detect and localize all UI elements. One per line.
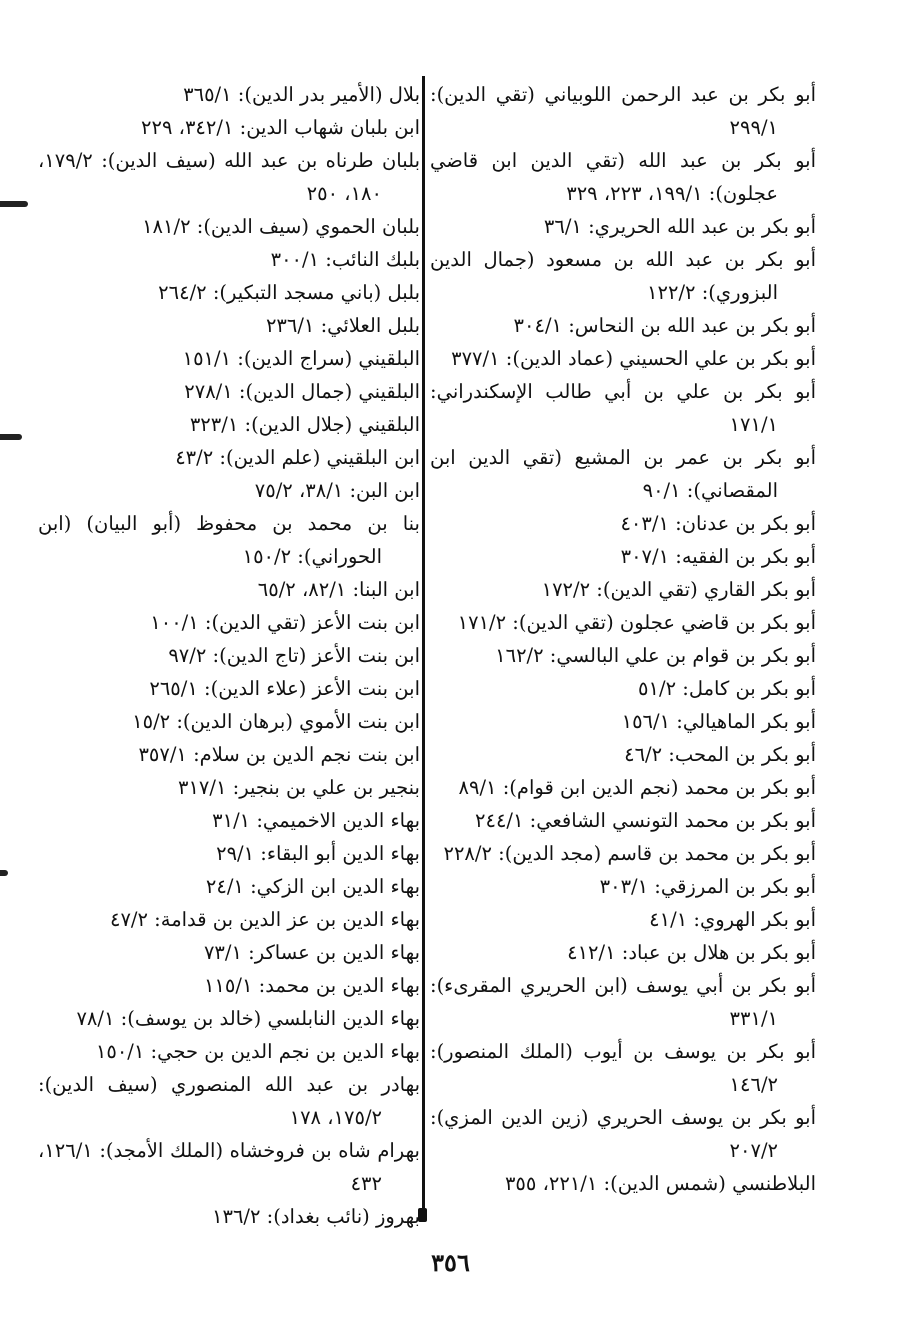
index-entry: بهاء الدين ابن الزكي: ٢٤/١ [205, 875, 420, 898]
index-entry: أبو بكر بن كامل: ٥١/٢ [638, 677, 816, 700]
index-entry: أبو بكر بن محمد التونسي الشافعي: ٢٤٤/١ [475, 809, 816, 832]
index-entry: ابن بنت نجم الدين بن سلام: ٣٥٧/١ [138, 743, 420, 766]
index-entry: بهاء الدين بن نجم الدين بن حجي: ١٥٠/١ [95, 1040, 420, 1063]
index-entry: ابن البلقيني (علم الدين): ٤٣/٢ [175, 446, 420, 469]
index-entry: بهاء الدين بن محمد: ١١٥/١ [203, 974, 420, 997]
index-entry: بهاء الدين الاخميمي: ٣١/١ [212, 809, 420, 832]
index-entry: بلبل العلائي: ٢٣٦/١ [265, 314, 420, 337]
index-entry: ابن بنت الأعز (علاء الدين): ٢٦٥/١ [149, 677, 420, 700]
index-entry: بنا بن محمد بن محفوظ (أبو البيان) (ابن الحوراني): ١٥٠/٢ [38, 512, 420, 568]
index-entry: أبو بكر بن قوام بن علي البالسي: ١٦٢/٢ [495, 644, 816, 667]
scan-margin-mark [0, 434, 22, 440]
index-entry: أبو بكر الماهيالي: ١٥٦/١ [621, 710, 816, 733]
index-entry: بنجير بن علي بن بنجير: ٣١٧/١ [177, 776, 420, 799]
index-entry: أبو بكر بن المحب: ٤٦/٢ [624, 743, 816, 766]
index-entry: أبو بكر بن عبد الرحمن اللوبياني (تقي الدين): ٢٩٩/١ [430, 83, 816, 139]
index-entry: ابن بلبان شهاب الدين: ٣٤٢/١، ٢٢٩ [141, 116, 420, 139]
index-entry: أبو بكر بن عدنان: ٤٠٣/١ [620, 512, 816, 535]
index-entry: البلقيني (جمال الدين): ٢٧٨/١ [184, 380, 420, 403]
index-entry: بهاء الدين النابلسي (خالد بن يوسف): ٧٨/١ [76, 1007, 420, 1030]
index-entry: أبو بكر بن محمد بن قاسم (مجد الدين): ٢٢٨/٢ [443, 842, 816, 865]
index-column-left [38, 78, 420, 1233]
index-entry: بهروز (نائب بغداد): ١٣٦/٢ [212, 1205, 420, 1228]
index-entry: أبو بكر بن عبد الله (تقي الدين ابن قاضي عجلون): ١٩٩/١، ٢٢٣، ٣٢٩ [430, 149, 816, 205]
index-entry: أبو بكر بن هلال بن عباد: ٤١٢/١ [567, 941, 816, 964]
index-entry: بلال (الأمير بدر الدين): ٣٦٥/١ [183, 83, 420, 106]
index-entry: أبو بكر بن أبي يوسف (ابن الحريري المقرىء): ٣٣١/١ [430, 974, 816, 1030]
index-entry: بهاء الدين بن عز الدين بن قدامة: ٤٧/٢ [109, 908, 420, 931]
index-entry: أبو بكر الهروي: ٤١/١ [649, 908, 816, 931]
index-entry: أبو بكر بن علي الحسيني (عماد الدين): ٣٧٧/١ [451, 347, 816, 370]
index-entry: ابن بنت الأعز (تقي الدين): ١٠٠/١ [150, 611, 420, 634]
index-entry: ابن بنت الأعز (تاج الدين): ٩٧/٢ [168, 644, 420, 667]
index-entry: البلقيني (سراج الدين): ١٥١/١ [182, 347, 420, 370]
index-entry: أبو بكر القاري (تقي الدين): ١٧٢/٢ [541, 578, 816, 601]
index-entry: بهاء الدين بن عساكر: ٧٣/١ [203, 941, 420, 964]
index-entry: ابن البن: ٣٨/١، ٧٥/٢ [254, 479, 420, 502]
index-entry: بلبان الحموي (سيف الدين): ١٨١/٢ [142, 215, 420, 238]
index-entry: أبو بكر بن عمر بن المشيع (تقي الدين ابن المقصاني): ٩٠/١ [430, 446, 816, 502]
index-entry: ابن البنا: ٨٢/١، ٦٥/٢ [257, 578, 420, 601]
index-entry: أبو بكر بن يوسف الحريري (زين الدين المزي): ٢٠٧/٢ [430, 1106, 816, 1162]
index-entry: البلاطنسي (شمس الدين): ٢٢١/١، ٣٥٥ [504, 1172, 816, 1195]
index-column-right [430, 78, 816, 1200]
index-entry: بلبك النائب: ٣٠٠/١ [270, 248, 420, 271]
index-entry: أبو بكر بن محمد (نجم الدين ابن قوام): ٨٩/١ [458, 776, 816, 799]
index-entry: بهاء الدين أبو البقاء: ٢٩/١ [216, 842, 420, 865]
index-entry: ابن بنت الأموي (برهان الدين): ١٥/٢ [132, 710, 420, 733]
index-entry: أبو بكر بن عبد الله بن مسعود (جمال الدين البزوري): ١٢٢/٢ [430, 248, 816, 304]
scan-margin-mark [0, 870, 8, 876]
index-entry: أبو بكر بن عبد الله بن النحاس: ٣٠٤/١ [513, 314, 816, 337]
index-entry: بلبل (باني مسجد التبكير): ٢٦٤/٢ [158, 281, 420, 304]
column-divider [422, 76, 425, 1216]
index-entry: أبو بكر بن الفقيه: ٣٠٧/١ [620, 545, 816, 568]
index-entry: البلقيني (جلال الدين): ٣٢٣/١ [189, 413, 420, 436]
index-entry: أبو بكر بن عبد الله الحريري: ٣٦/١ [543, 215, 816, 238]
index-entry: أبو بكر بن قاضي عجلون (تقي الدين): ١٧١/٢ [457, 611, 816, 634]
scan-margin-mark [0, 201, 28, 207]
index-entry: بهرام شاه بن فروخشاه (الملك الأمجد): ١٢٦/١، ٤٣٢ [38, 1139, 420, 1195]
index-entry: بلبان طرناه بن عبد الله (سيف الدين): ١٧٩/٢، ١٨٠، ٢٥٠ [38, 149, 420, 205]
index-entry: بهادر بن عبد الله المنصوري (سيف الدين): ١٧٥/٢، ١٧٨ [38, 1073, 420, 1129]
page-number: ٣٥٦ [431, 1248, 470, 1277]
index-entry: أبو بكر بن المرزقي: ٣٠٣/١ [599, 875, 816, 898]
index-entry: أبو بكر بن علي بن أبي طالب الإسكندراني: ١٧١/١ [430, 380, 816, 436]
index-entry: أبو بكر بن يوسف بن أيوب (الملك المنصور): ١٤٦/٢ [430, 1040, 816, 1096]
